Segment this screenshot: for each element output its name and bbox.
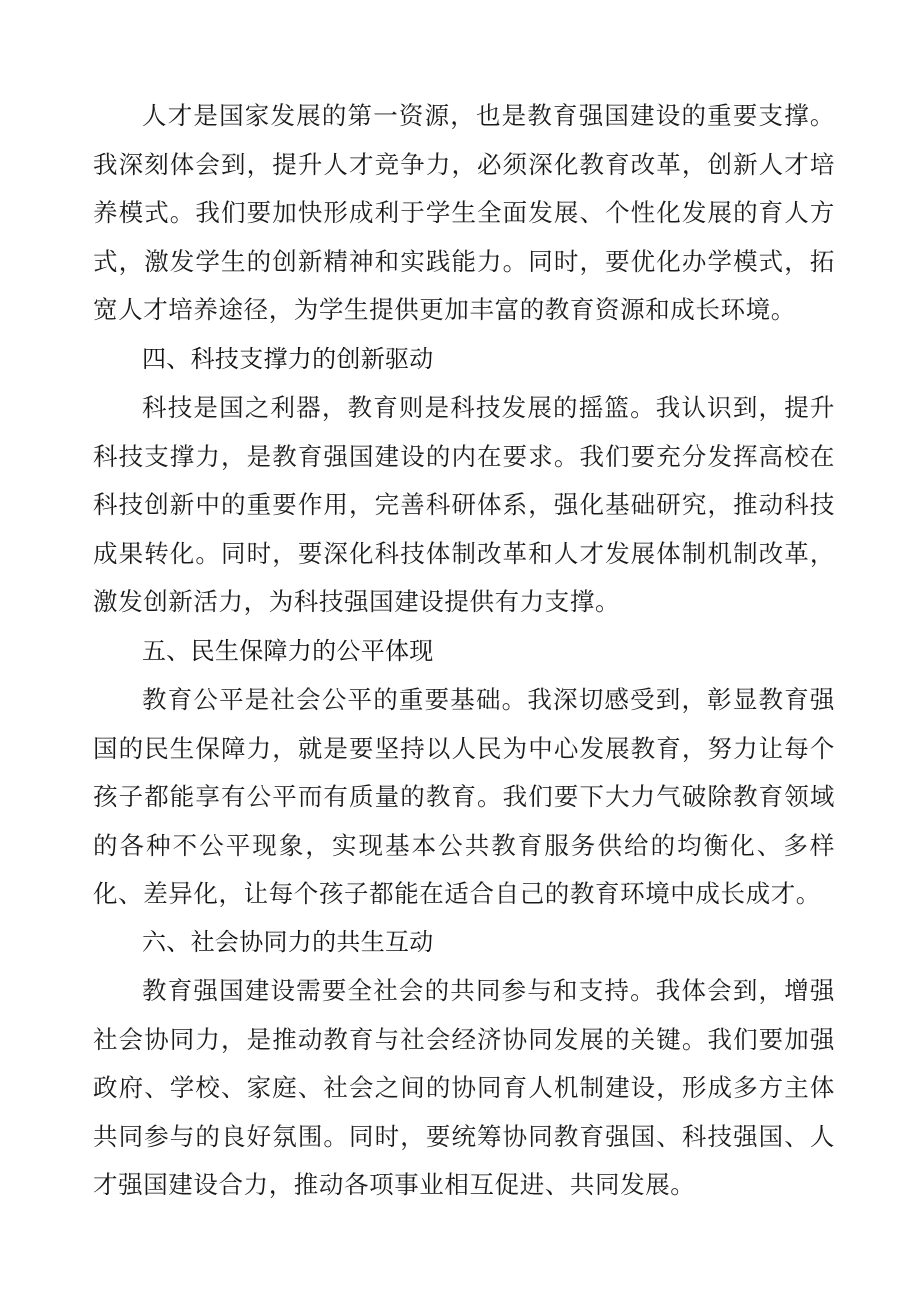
paragraph-tech: 科技是国之利器，教育则是科技发展的摇篮。我认识到，提升科技支撑力，是教育强国建设的内在要求。我们要充分发挥高校在科技创新中的重要作用，完善科研体系，强化基础研究，推动科技成果转化。同时，要深化科技体制改革和人才发展体制机制改革，激发创新活力，为科技强国建设提供有力支撑。 <box>93 393 835 616</box>
paragraph-society: 教育强国建设需要全社会的共同参与和支持。我体会到，增强社会协同力，是推动教育与社会经济协同发展的关键。我们要加强政府、学校、家庭、社会之间的协同育人机制建设，形成多方主体共同参与的良好氛围。同时，要统筹协同教育强国、科技强国、人才强国建设合力，推动各项事业相互促进、共同发展。 <box>93 976 835 1199</box>
paragraph-talent: 人才是国家发展的第一资源，也是教育强国建设的重要支撑。我深刻体会到，提升人才竞争力，必须深化教育改革，创新人才培养模式。我们要加快形成利于学生全面发展、个性化发展的育人方式，激发学生的创新精神和实践能力。同时，要优化办学模式，拓宽人才培养途径，为学生提供更加丰富的教育资源和成长环境。 <box>93 101 835 324</box>
section-heading-tech: 四、科技支撑力的创新驱动 <box>142 345 434 373</box>
paragraph-livelihood: 教育公平是社会公平的重要基础。我深切感受到，彰显教育强国的民生保障力，就是要坚持以人民为中心发展教育，努力让每个孩子都能享有公平而有质量的教育。我们要下大力气破除教育领域的各种不公平现象，实现基本公共教育服务供给的均衡化、多样化、差异化，让每个孩子都能在适合自己的教育环境中成长成才。 <box>93 685 835 908</box>
section-heading-livelihood: 五、民生保障力的公平体现 <box>142 637 434 665</box>
section-heading-society: 六、社会协同力的共生互动 <box>142 928 434 956</box>
